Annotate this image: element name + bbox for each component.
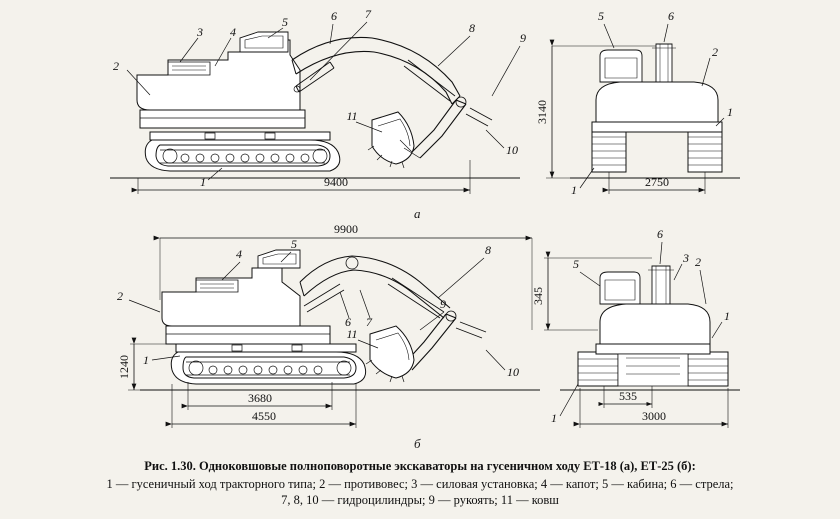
dimension-345: 345 <box>531 287 545 305</box>
leader-label-11-a-side: 11 <box>346 109 358 123</box>
figure-caption-title: Рис. 1.30. Одноковшовые полноповоротные экскаваторы на гусеничном ходу ЕТ-18 (а), ЕТ-25 (б): <box>144 459 696 473</box>
leader-label-1-a-front-left: 1 <box>571 183 577 197</box>
dimension-2750: 2750 <box>645 175 669 189</box>
leader-label-6-a-front: 6 <box>668 9 674 23</box>
dimension-3140: 3140 <box>535 100 549 124</box>
dimension-4550: 4550 <box>252 409 276 423</box>
dimension-1240: 1240 <box>117 355 131 379</box>
figure-caption-line1: 1 — гусеничный ход тракторного типа; 2 — противовес; 3 — силовая установка; 4 — капот; 5 — кабина; 6 — стрела; <box>106 477 734 491</box>
leader-label-6-b-side: 6 <box>345 315 351 329</box>
leader-label-11-b-side: 11 <box>346 327 358 341</box>
leader-label-1-a-front-right: 1 <box>727 105 733 119</box>
figure-letter-b: б <box>414 436 421 451</box>
leader-label-7-b-side: 7 <box>366 315 372 329</box>
leader-label-3-a-side: 3 <box>197 25 203 39</box>
leader-label-4-a-side: 4 <box>230 25 236 39</box>
leader-label-2-a-side: 2 <box>113 59 119 73</box>
leader-label-1-b-front-right: 1 <box>724 309 730 323</box>
leader-label-9-a-side: 9 <box>520 31 526 45</box>
leader-label-5-b-front: 5 <box>573 257 579 271</box>
dimension-9400: 9400 <box>324 175 348 189</box>
figure-caption-line2: 7, 8, 10 — гидроцилиндры; 9 — рукоять; 11 — ковш <box>281 493 559 507</box>
figure-letter-a: а <box>414 206 421 221</box>
leader-label-5-a-side: 5 <box>282 15 288 29</box>
leader-label-6-b-front: 6 <box>657 227 663 241</box>
leader-label-5-b-side: 5 <box>291 237 297 251</box>
leader-label-9-b-side: 9 <box>440 297 446 311</box>
leader-label-1-a-side: 1 <box>200 175 206 189</box>
leader-label-10-b-side: 10 <box>507 365 519 379</box>
leader-label-4-b-side: 4 <box>236 247 242 261</box>
leader-label-7-a-side: 7 <box>365 7 371 21</box>
leader-label-2-b-side: 2 <box>117 289 123 303</box>
leader-label-2-b-front: 2 <box>695 255 701 269</box>
leader-label-10-a-side: 10 <box>506 143 518 157</box>
leader-label-1-b-front-left: 1 <box>551 411 557 425</box>
leader-label-1-b-side: 1 <box>143 353 149 367</box>
leader-label-8-b-side: 8 <box>485 243 491 257</box>
leader-label-6-a-side: 6 <box>331 9 337 23</box>
leader-label-2-a-front: 2 <box>712 45 718 59</box>
leader-label-3-b-front: 3 <box>683 251 689 265</box>
leader-label-8-a-side: 8 <box>469 21 475 35</box>
dimension-9900: 9900 <box>334 222 358 236</box>
dimension-535: 535 <box>619 389 637 403</box>
leader-label-5-a-front: 5 <box>598 9 604 23</box>
dimension-3000: 3000 <box>642 409 666 423</box>
dimension-3680: 3680 <box>248 391 272 405</box>
